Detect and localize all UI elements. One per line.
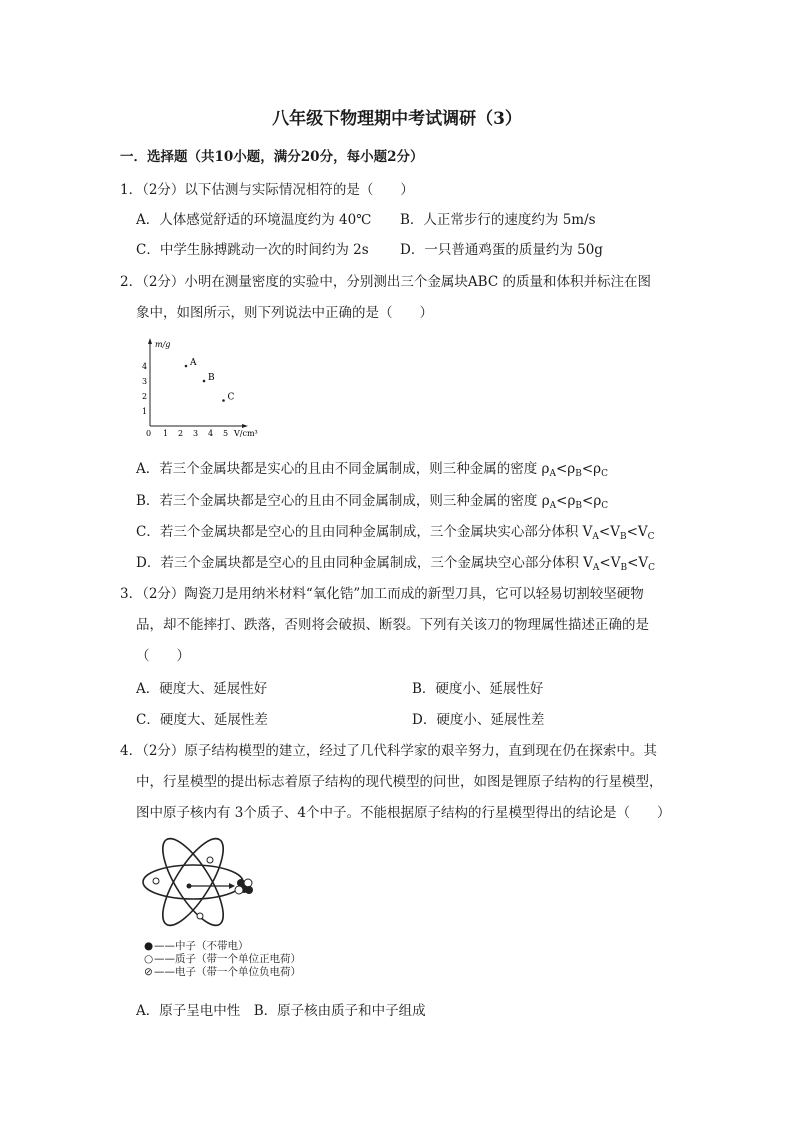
q1-stem: 1．（2分）以下估测与实际情况相符的是（ ）: [120, 182, 414, 198]
x-axis-label: V/cm³: [234, 429, 258, 438]
y-tick-label: 2: [142, 392, 148, 401]
q2-option-c: C．若三个金属块都是空心的且由同种金属制成，三个金属块实心部分体积 $V_A<V_B<V_C$: [136, 524, 655, 542]
y-tick-label: 1: [142, 407, 148, 416]
data-point-c: [222, 399, 225, 402]
q1-option-c: C．中学生脉搏跳动一次的时间约为 2s: [136, 242, 369, 258]
x-axis-arrow: [242, 424, 248, 428]
q3-stem-line1: 3．（2分）陶瓷刀是用纳米材料“氧化锆”加工而成的新型刀具，它可以轻易切割较坚硬物: [120, 586, 644, 602]
q2-option-a: A．若三个金属块都是实心的且由不同金属制成，则三种金属的密度 $\rho_A<\rho_B<\rho_C$: [136, 461, 608, 479]
x-tick-label: 0: [146, 429, 152, 438]
electron-2: [153, 878, 159, 884]
q3-option-a: A．硬度大、延展性好: [136, 681, 268, 697]
electron-1: [207, 857, 213, 863]
orbit-tilted-left: [152, 832, 234, 930]
q2-stem-line2: 象中，如图所示，则下列说法中正确的是（ ）: [136, 305, 433, 321]
y-axis-label: m/g: [155, 340, 171, 349]
data-point-a: [185, 365, 188, 368]
q3-stem-line3: （ ）: [136, 648, 190, 664]
q4-options: A．原子呈电中性 B．原子核由质子和中子组成: [136, 1003, 426, 1019]
y-tick-label: 4: [142, 362, 148, 371]
q4-stem-line3: 图中原子核内有 3个质子、4个中子。不能根据原子结构的行星模型得出的结论是（ ）: [136, 805, 671, 821]
x-tick-label: 5: [223, 429, 229, 438]
data-point-b: [203, 380, 206, 383]
data-point-label: B: [208, 373, 215, 383]
q1-option-d: D．一只普通鸡蛋的质量约为 50g: [400, 242, 603, 258]
q3-option-c: C．硬度大、延展性差: [136, 712, 268, 728]
x-tick-label: 2: [178, 429, 184, 438]
q2-option-b: B．若三个金属块都是空心的且由不同金属制成，则三种金属的密度 $\rho_A<\rho_B<\rho_C$: [136, 493, 609, 511]
lithium-atom-diagram: [138, 832, 273, 930]
data-point-label: A: [190, 358, 197, 368]
q1-option-a: A．人体感觉舒适的环境温度约为 40℃: [136, 212, 372, 228]
q3-stem-line2: 品，却不能摔打、跌落，否则将会破损、断裂。下列有关该刀的物理属性描述正确的是: [136, 617, 649, 633]
legend-neutron: ●——中子（不带电）: [144, 940, 249, 952]
electron-3: [197, 913, 203, 919]
q3-option-b: B．硬度小、延展性好: [412, 681, 544, 697]
q2-option-d: D．若三个金属块都是空心的且由同种金属制成，三个金属块空心部分体积 $V_A<V_B<V_C$: [136, 555, 656, 573]
orbit-tilted-right: [152, 832, 234, 930]
y-tick-label: 3: [142, 377, 148, 386]
x-tick-label: 3: [193, 429, 199, 438]
nucleus-enlarged: [235, 879, 253, 894]
q4-stem-line2: 中，行星模型的提出标志着原子结构的现代模型的问世，如图是锂原子结构的行星模型，: [136, 774, 663, 790]
q4-stem-line1: 4．（2分）原子结构模型的建立，经过了几代科学家的艰辛努力，直到现在仍在探索中。其: [120, 743, 657, 759]
y-axis-arrow: [148, 338, 152, 344]
legend-electron: ⊘——电子（带一个单位负电荷）: [144, 966, 301, 978]
q3-option-d: D．硬度小、延展性差: [412, 712, 545, 728]
mass-volume-graph: [140, 336, 270, 444]
x-tick-label: 1: [163, 429, 169, 438]
q1-option-b: B．人正常步行的速度约为 5m/s: [400, 212, 596, 228]
pointer-arrowhead: [229, 883, 235, 889]
q2-stem-line1: 2．（2分）小明在测量密度的实验中，分别测出三个金属块ABC 的质量和体积并标注在图: [120, 274, 651, 290]
data-point-label: C: [227, 392, 235, 403]
page-title: 八年级下物理期中考试调研（3）: [272, 109, 522, 129]
x-tick-label: 4: [208, 429, 214, 438]
legend-proton: ○——质子（带一个单位正电荷）: [144, 953, 301, 965]
section-heading: 一．选择题（共10小题，满分20分，每小题2分）: [120, 149, 424, 165]
